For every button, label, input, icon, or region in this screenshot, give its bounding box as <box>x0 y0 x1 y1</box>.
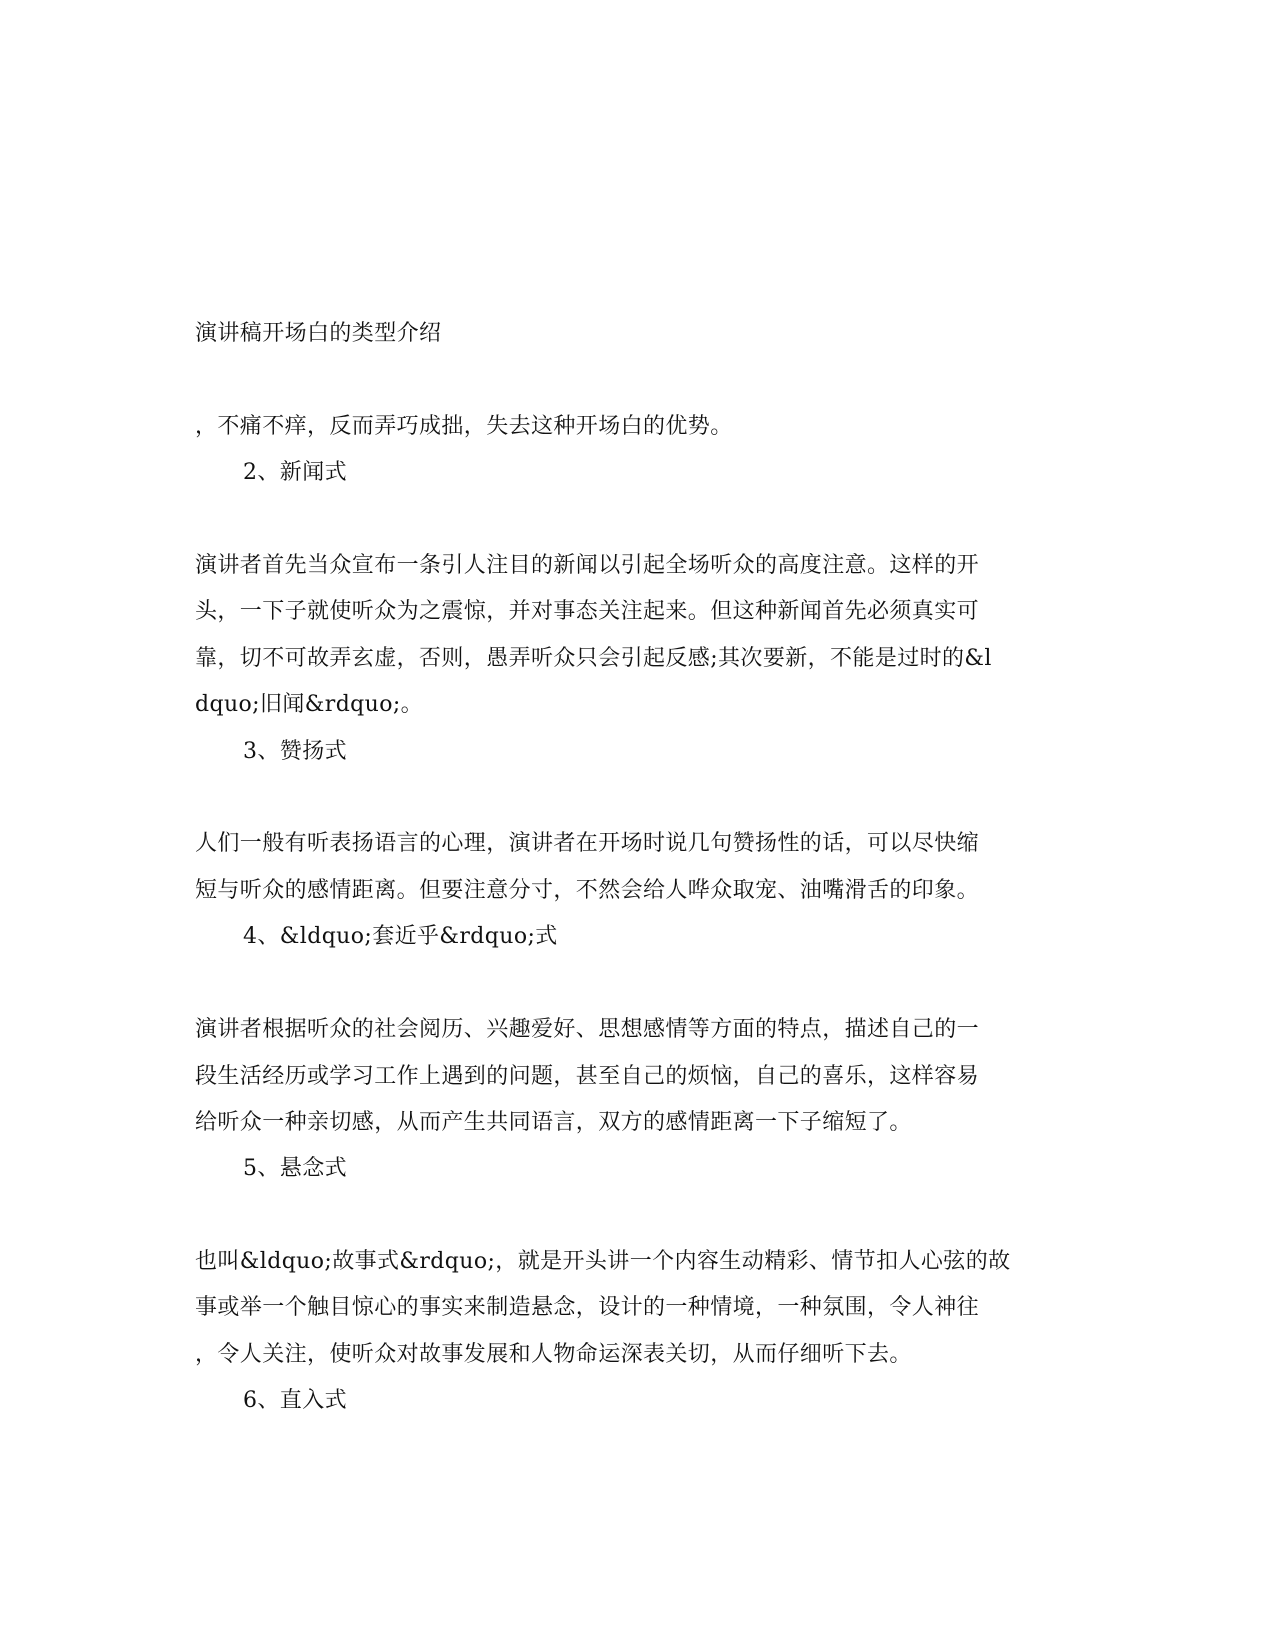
paragraph-line: dquo;旧闻&rdquo;。 <box>195 692 424 717</box>
intro-line: ，不痛不痒，反而弄巧成拙，失去这种开场白的优势。 <box>195 414 733 439</box>
paragraph-line: 人们一般有听表扬语言的心理，演讲者在开场时说几句赞扬性的话，可以尽快缩 <box>195 831 980 856</box>
paragraph-line: 事或举一个触目惊心的事实来制造悬念，设计的一种情境，一种氛围，令人神往 <box>195 1295 980 1320</box>
paragraph-line: 演讲者首先当众宣布一条引人注目的新闻以引起全场听众的高度注意。这样的开 <box>195 553 980 578</box>
paragraph-line: 也叫&ldquo;故事式&rdquo;，就是开头讲一个内容生动精彩、情节扣人心弦的故 <box>195 1249 1011 1274</box>
section-heading-suspense: 5、悬念式 <box>243 1156 347 1181</box>
paragraph-line: ，令人关注，使听众对故事发展和人物命运深表关切，从而仔细听下去。 <box>195 1342 912 1367</box>
paragraph-line: 段生活经历或学习工作上遇到的问题，甚至自己的烦恼，自己的喜乐，这样容易 <box>195 1064 980 1089</box>
paragraph-line: 头，一下子就使听众为之震惊，并对事态关注起来。但这种新闻首先必须真实可 <box>195 599 980 624</box>
document-title: 演讲稿开场白的类型介绍 <box>195 321 442 346</box>
section-heading-praise: 3、赞扬式 <box>243 739 347 764</box>
section-heading-direct: 6、直入式 <box>243 1388 347 1413</box>
paragraph-line: 演讲者根据听众的社会阅历、兴趣爱好、思想感情等方面的特点，描述自己的一 <box>195 1017 980 1042</box>
paragraph-line: 短与听众的感情距离。但要注意分寸，不然会给人哗众取宠、油嘴滑舌的印象。 <box>195 878 980 903</box>
paragraph-line: 靠，切不可故弄玄虚，否则，愚弄听众只会引起反感;其次要新，不能是过时的&l <box>195 646 992 671</box>
paragraph-line: 给听众一种亲切感，从而产生共同语言，双方的感情距离一下子缩短了。 <box>195 1110 912 1135</box>
section-heading-rapport: 4、&ldquo;套近乎&rdquo;式 <box>243 924 558 949</box>
section-heading-news: 2、新闻式 <box>243 460 347 485</box>
